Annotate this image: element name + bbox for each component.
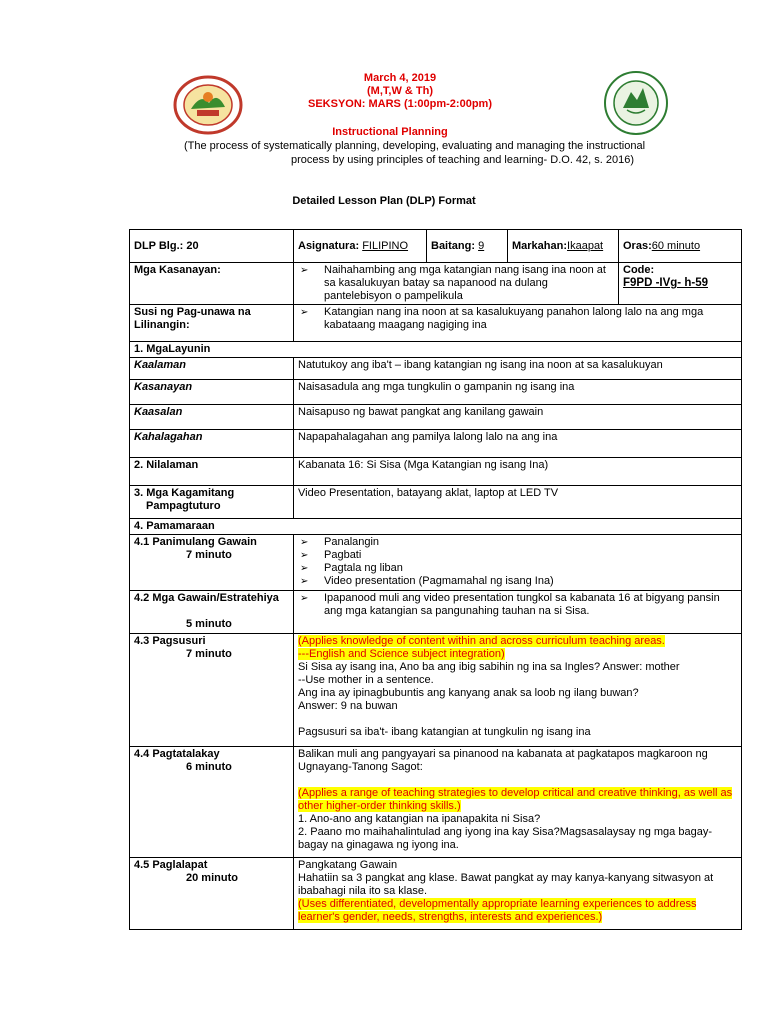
competency-cell [294,263,619,305]
s43-label-cell [130,634,294,747]
s43-line: --Use mother in a sentence. [298,674,434,686]
understanding-label: Susi ng Pag-unawa na Lilinangin: [130,305,294,342]
knowledge-label: Kaalaman [130,358,294,380]
content-row [130,458,742,486]
s44-time: 6 minuto [186,761,232,773]
understanding-row [130,305,742,342]
skills-row [130,380,742,405]
procedure-heading: 4. Pamamaraan [130,519,742,535]
materials-text: Video Presentation, batayang aklat, laptop at LED TV [294,486,742,519]
s44-content [294,747,742,858]
s44-label-cell [130,747,294,858]
s43-label: 4.3 Pagsusuri [134,635,206,647]
attitude-label: Kaasalan [130,405,294,430]
s45-label-cell [130,858,294,930]
understanding-cell [294,305,742,342]
s45-content [294,858,742,930]
s43-highlight-1: (Applies knowledge of content within and across curriculum teaching areas. [298,635,665,647]
competency-text: ➢ Naihahambing ang mga katangian nang isang ina noon at sa kasalukuyan batay sa napanood na dulang pantelebisyon o pampelikula [324,264,614,303]
s43-content [294,634,742,747]
competency-row [130,263,742,305]
attitude-row [130,405,742,430]
s41-row [130,535,742,591]
s44-row [130,747,742,858]
purpose-line-1: (The process of systematically planning, developing, evaluating and managing the instructional [184,140,646,152]
s45-time: 20 minuto [186,872,238,884]
list-item: ➢ Pagbati [324,549,737,562]
list-item: ➢ Panalangin [324,536,737,549]
grade-label: Baitang: [431,239,479,252]
s43-highlight-2: ---English and Science subject integration) [298,648,505,660]
s43-line: Si Sisa ay isang ina, Ano ba ang ibig sabihin ng ina sa Ingles? Answer: mother [298,661,680,673]
list-item: ➢ Pagtala ng liban [324,562,737,575]
materials-row [130,486,742,519]
quarter-value: Ikaapat [567,239,604,252]
instructional-planning-title: Instructional Planning [332,126,448,138]
s43-row [130,634,742,747]
lesson-date: March 4, 2019 [363,72,437,84]
s44-question-1: 1. Ano-ano ang katangian na ipanapakita ni Sisa? [298,813,541,825]
s44-question-2: 2. Paano mo maihahalintulad ang iyong ina kay Sisa?Magsasalaysay ng mga bagay-bagay na ginagawa ng iyong ina. [298,826,712,851]
lesson-section: SEKSYON: MARS (1:00pm-2:00pm) [308,98,492,110]
values-row [130,430,742,458]
s41-label-cell [130,535,294,591]
content-label: 2. Nilalaman [130,458,294,486]
attitude-text: Naisapuso ng bawat pangkat ang kanilang gawain [294,405,742,430]
subject-value: FILIPINO [362,239,409,252]
s43-line: Answer: 9 na buwan [298,700,398,712]
subject-cell [294,230,427,263]
s45-highlight: (Uses differentiated, developmentally appropriate learning experiences to address learner's gender, needs, strengths, interests and experiences.) [298,898,697,923]
objectives-heading-row [130,342,742,358]
knowledge-text: Natutukoy ang iba't – ibang katangian ng isang ina noon at sa kasalukuyan [294,358,742,380]
s41-time: 7 minuto [186,549,232,561]
s42-item: ➢ Ipapanood muli ang video presentation tungkol sa kabanata 16 at bigyang pansin ang mga katangian sa pangunahing tauhan na si Sisa. [324,592,737,618]
s41-content [294,535,742,591]
grade-cell [427,230,508,263]
content-text: Kabanata 16: Si Sisa (Mga Katangian ng isang Ina) [294,458,742,486]
code-cell [619,263,742,305]
code-label: Code: [623,264,655,276]
s42-row [130,591,742,634]
s45-row [130,858,742,930]
dlp-number: DLP Blg.: 20 [130,230,294,263]
s42-content [294,591,742,634]
s45-title: Pangkatang Gawain [298,859,398,871]
purpose-line-2: process by using principles of teaching and learning- D.O. 42, s. 2016) [291,154,635,166]
list-item: ➢ Video presentation (Pagmamahal ng isang Ina) [324,575,737,588]
time-value: 60 minuto [651,239,701,252]
quarter-label: Markahan: [512,239,568,252]
skills-text: Naisasadula ang mga tungkulin o gampanin ng isang ina [294,380,742,405]
top-info-row [130,230,742,263]
grade-value: 9 [478,239,485,252]
procedure-heading-row [130,519,742,535]
s44-label: 4.4 Pagtatalakay [134,748,220,760]
objectives-heading: 1. MgaLayunin [130,342,742,358]
knowledge-row [130,358,742,380]
s42-label-cell [130,591,294,634]
s43-line: Ang ina ay ipinagbubuntis ang kanyang anak sa loob ng ilang buwan? [298,687,639,699]
code-value: F9PD -IVg- h-59 [623,277,708,289]
lesson-days: (M,T,W & Th) [367,85,433,97]
values-label: Kahalagahan [130,430,294,458]
time-label: Oras: [623,239,652,252]
understanding-text: ➢ Katangian nang ina noon at sa kasalukuyang panahon lalong lalo na ang mga kabataang maagang nagiging ina [324,306,737,332]
s43-last-line: Pagsusuri sa iba't- ibang katangian at tungkulin ng isang ina [298,726,591,738]
materials-label-cell [130,486,294,519]
subject-label: Asignatura: [298,239,363,252]
s42-label: 4.2 Mga Gawain/Estratehiya [134,592,279,604]
materials-label-line2: Pampagtuturo [146,500,221,512]
s41-label: 4.1 Panimulang Gawain [134,536,257,548]
dlp-format-title: Detailed Lesson Plan (DLP) Format [292,195,476,207]
s44-intro: Balikan muli ang pangyayari sa pinanood na kabanata at pagkatapos magkaroon ng Ugnayang-Tanong Sagot: [298,748,708,773]
s43-time: 7 minuto [186,648,232,660]
s44-highlight: (Applies a range of teaching strategies to develop critical and creative thinking, as well as other higher-order thinking skills.) [298,787,733,812]
time-cell [619,230,742,263]
skills-label: Kasanayan [130,380,294,405]
materials-label-line1: 3. Mga Kagamitang [134,487,235,499]
s45-label: 4.5 Paglalapat [134,859,208,871]
lesson-plan-table [129,229,742,930]
competency-label: Mga Kasanayan: [130,263,294,305]
s42-time: 5 minuto [186,618,232,630]
quarter-cell [508,230,619,263]
s45-text: Hahatiin sa 3 pangkat ang klase. Bawat pangkat ay may kanya-kanyang sitwasyon at ibabahagi nila ito sa klase. [298,872,714,897]
values-text: Napapahalagahan ang pamilya lalong lalo na ang ina [294,430,742,458]
